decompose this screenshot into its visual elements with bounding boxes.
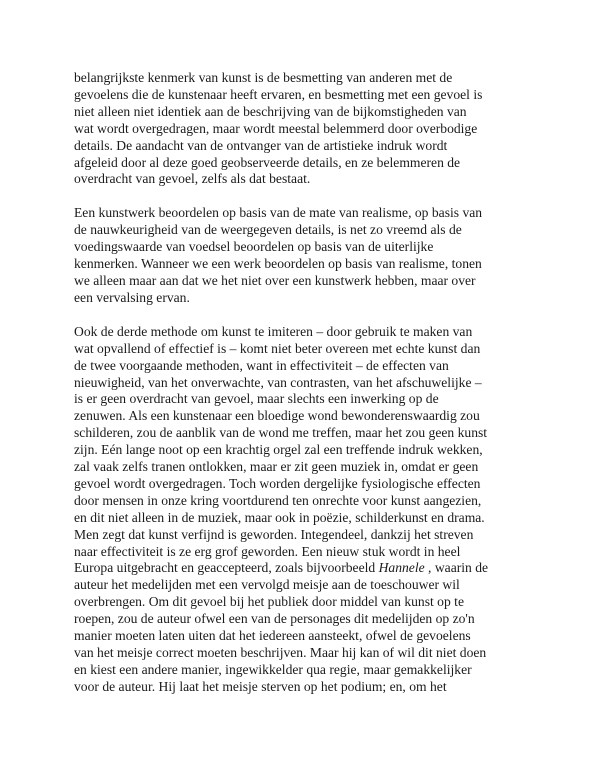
text-line: de nauwkeurigheid van de weergegeven details, is net zo vreemd als de — [74, 222, 462, 238]
paragraph-1 — [74, 70, 532, 188]
text-line: gevoel wordt overgedragen. Toch worden dergelijke fysiologische effecten — [74, 475, 481, 491]
text-line: details. De aandacht van de ontvanger van de artistieke indruk wordt — [74, 137, 448, 153]
text-line: zenuwen. Als een kunstenaar een bloedige wond bewonderenswaardig zou — [74, 408, 480, 424]
text-line: Men zegt dat kunst verfijnd is geworden. Integendeel, dankzij het streven — [74, 526, 474, 542]
text-line: manier moeten laten uiten dat het iedereen aansteekt, ofwel de gevoelens — [74, 628, 471, 644]
text-line: door mensen in onze kring voortdurend ten onrechte voor kunst aangezien, — [74, 492, 482, 508]
text-line: kenmerken. Wanneer we een werk beoordelen op basis van realisme, tonen — [74, 256, 482, 272]
text-segment: Europa uitgebracht en geaccepteerd, zoals bijvoorbeeld — [74, 560, 379, 576]
text-line: gevoelens die de kunstenaar heeft ervaren, en besmetting met een gevoel is — [74, 86, 483, 102]
document-page — [74, 70, 532, 713]
text-line: belangrijkste kenmerk van kunst is de besmetting van anderen met de — [74, 70, 453, 85]
text-line: zal vaak zelfs tranen ontlokken, maar er zit geen muziek in, omdat er geen — [74, 459, 479, 475]
text-line: de twee voorgaande methoden, want in effectiviteit – de effecten van — [74, 357, 449, 373]
text-line: wat wordt overgedragen, maar wordt meestal belemmerd door overbodige — [74, 120, 478, 136]
text-line-with-title — [74, 560, 532, 577]
text-line: auteur het medelijden met een vervolgd meisje aan de toeschouwer wil — [74, 577, 460, 593]
text-line: roepen, zou de auteur ofwel een van de personages dit medelijden op zo'n — [74, 611, 475, 627]
text-line: wat opvallend of effectief is – komt niet beter overeen met echte kunst dan — [74, 340, 481, 356]
text-line: voor de auteur. Hij laat het meisje sterven op het podium; en, om het — [74, 678, 447, 694]
text-line: van het meisje correct moeten beschrijven. Maar hij kan of wil dit niet doen — [74, 645, 487, 660]
play-title: Hannele — [378, 560, 425, 576]
text-line: en dit niet alleen in de muziek, maar ook in poëzie, schilderkunst en drama. — [74, 509, 485, 525]
text-line: nieuwigheid, van het onverwachte, van contrasten, van het afschuwelijke – — [74, 374, 482, 390]
text-line: voedingswaarde van voedsel beoordelen op basis van de uiterlijke — [74, 239, 434, 255]
text-line: Een kunstwerk beoordelen op basis van de mate van realisme, op basis van — [74, 205, 483, 221]
text-line: Ook de derde methode om kunst te imiteren – door gebruik te maken van — [74, 323, 473, 339]
text-segment: , waarin de — [424, 560, 489, 576]
text-line: niet alleen niet identiek aan de beschrijving van de bijkomstigheden van — [74, 103, 467, 119]
text-line: overdracht van gevoel, zelfs als dat bestaat. — [74, 171, 311, 187]
text-line: en kiest een andere manier, ingewikkelder qua regie, maar gemakkelijker — [74, 661, 472, 677]
text-line: zijn. Eén lange noot op een krachtig orgel zal een treffende indruk wekken, — [74, 442, 483, 458]
paragraph-3 — [74, 324, 532, 696]
text-line: is er geen overdracht van gevoel, maar slechts een inwerking op de — [74, 391, 439, 407]
paragraph-2 — [74, 205, 532, 306]
text-line: een vervalsing ervan. — [74, 289, 190, 305]
text-line: overbrengen. Om dit gevoel bij het publiek door middel van kunst op te — [74, 594, 464, 610]
text-line: naar effectiviteit is ze erg grof geworden. Een nieuw stuk wordt in heel — [74, 543, 461, 559]
text-line: afgeleid door al deze goed geobserveerde details, en ze belemmeren de — [74, 154, 461, 170]
text-line: we alleen maar aan dat we het niet over een kunstwerk hebben, maar over — [74, 272, 476, 288]
text-line: schilderen, zou de aanblik van de wond me treffen, maar het zou geen kunst — [74, 425, 488, 441]
